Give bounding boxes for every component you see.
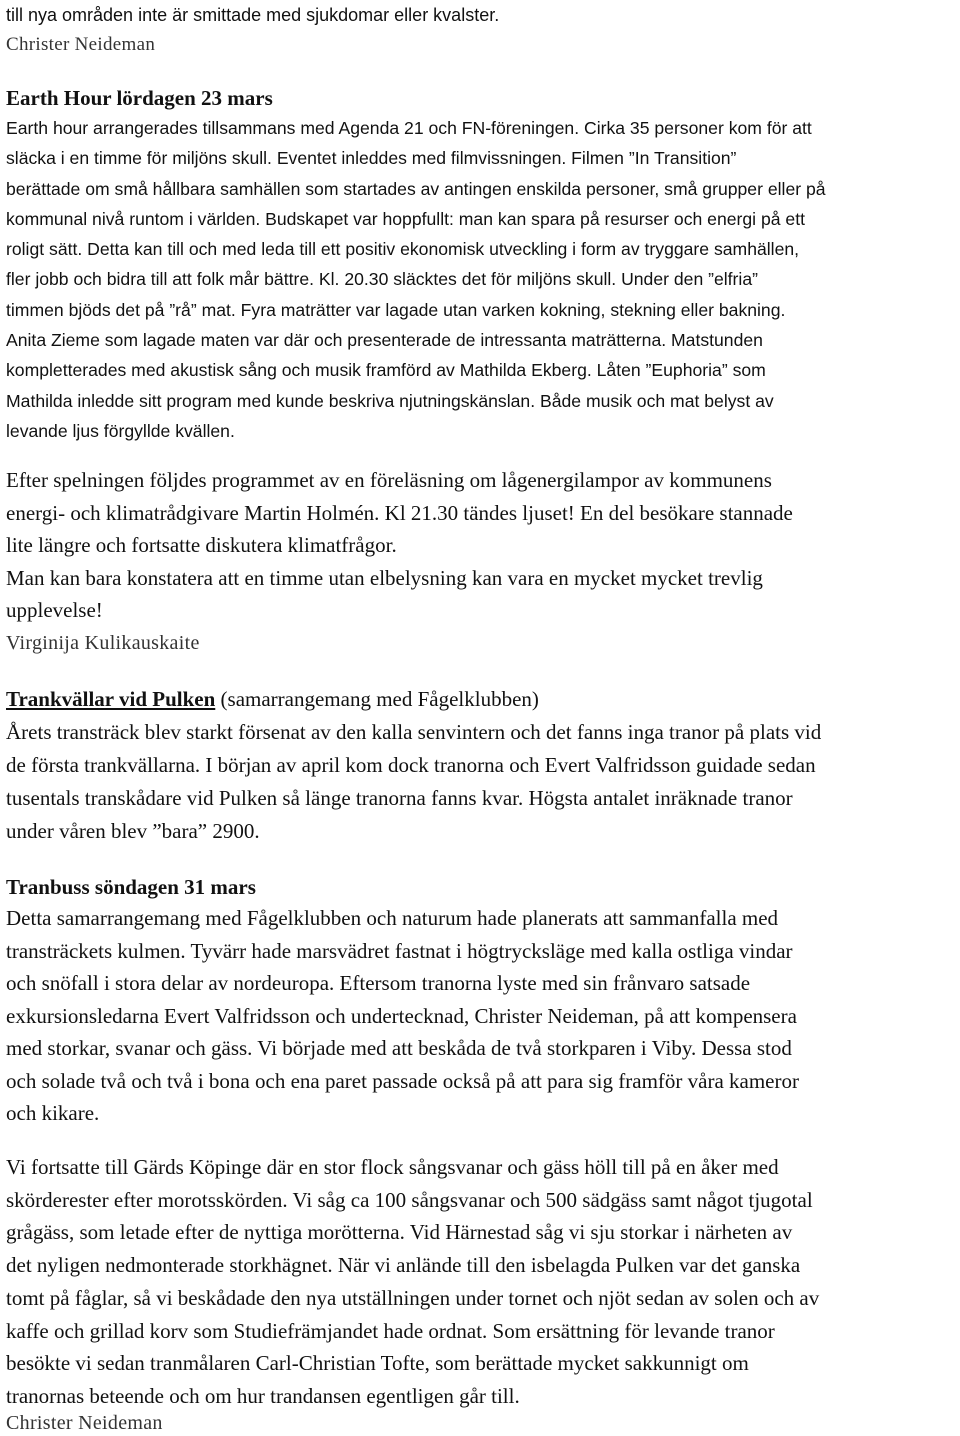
paragraph-line: Detta samarrangemang med Fågelklubben och naturum hade planerats att sammanfalla med (6, 906, 779, 930)
paragraph-line: och solade två och två i bona och ena paret passade också på att para sig framför våra kameror (6, 1068, 799, 1093)
author-signature: Christer Neideman (6, 34, 156, 55)
section-heading-tranbuss: Tranbuss söndagen 31 mars (6, 875, 256, 899)
earth-hour-paragraph (6, 113, 958, 446)
paragraph-line: med storkar, svanar och gäss. Vi började med att beskåda de två storkparen i Viby. Dessa stod (6, 1036, 792, 1060)
paragraph-line: energi- och klimatrådgivare Martin Holmén. Kl 21.30 tändes ljuset! En del besökare stannade (6, 500, 793, 525)
intro-text: till nya områden inte är smittade med sjukdomar eller kvalster. (6, 5, 500, 25)
paragraph-line: Man kan bara konstatera att en timme utan elbelysning kan vara en mycket mycket trevlig (6, 565, 763, 590)
paragraph-line: skörderester efter morotsskörden. Vi såg ca 100 sångsvanar och 500 sädgäss samt något tjugotal (6, 1187, 813, 1212)
paragraph-line: Anita Zieme som lagade maten var där och presenterade de intressanta maträtterna. Matstunden (6, 330, 763, 351)
paragraph-line: upplevelse! (6, 598, 103, 622)
intro-section (6, 0, 958, 60)
paragraph-line: kommunal nivå runtom i världen. Budskapet var hoppfullt: man kan spara på resurser och energi på ett (6, 208, 805, 229)
trankvallar-title: Trankvällar vid Pulken (6, 687, 216, 711)
paragraph-line: Earth hour arrangerades tillsammans med Agenda 21 och FN-föreningen. Cirka 35 personer kom för att (6, 118, 812, 138)
paragraph-line: kompletterades med akustisk sång och musik framförd av Mathilda Ekberg. Låten ”Euphoria” som (6, 360, 766, 381)
paragraph-line: Årets transträck blev starkt försenat av den kalla senvintern och det fanns inga tranor på plats vid (6, 720, 822, 744)
paragraph-line: berättade om små hållbara samhällen som startades av antingen enskilda personer, små grupper eller på (6, 178, 826, 199)
section-heading-trankvallar (6, 683, 958, 715)
paragraph-line: och snöfall i stora delar av nordeuropa. Eftersom tranorna lyste med sin frånvaro satsade (6, 971, 751, 995)
paragraph-line: kaffe och grillad korv som Studiefrämjandet hade ordnat. Som ersättning för levande tranor (6, 1318, 775, 1343)
paragraph-line: under våren blev ”bara” 2900. (6, 819, 260, 843)
author-signature: Christer Neideman (6, 1412, 163, 1434)
paragraph-line: tusentals transkådare vid Pulken så länge tranorna fanns kvar. Högsta antalet inräknade tranor (6, 786, 793, 810)
paragraph-line: Vi fortsatte till Gärds Köpinge där en stor flock sångsvanar och gäss höll till på en åker med (6, 1155, 779, 1179)
paragraph-line: besökte vi sedan tranmålaren Carl-Christian Tofte, som berättade mycket sakkunnigt om (6, 1351, 749, 1376)
paragraph-line: transträckets kulmen. Tyvärr hade marsvädret fastnat i högtrycksläge med kalla ostliga vindar (6, 938, 793, 963)
section-heading-earth-hour: Earth Hour lördagen 23 mars (6, 86, 273, 110)
paragraph-line: fler jobb och bidra till att folk mår bättre. Kl. 20.30 släcktes det för miljöns skull. Under den ”elfria” (6, 269, 758, 290)
tranbuss-followup-paragraph (6, 1151, 958, 1413)
author-signature: Virginija Kulikauskaite (6, 632, 200, 654)
paragraph-line: lite längre och fortsatte diskutera klimatfrågor. (6, 533, 397, 557)
earth-hour-followup-paragraph (6, 464, 958, 627)
trankvallar-paragraph (6, 716, 958, 848)
paragraph-line: levande ljus förgyllde kvällen. (6, 420, 235, 441)
paragraph-line: grågäss, som letade efter de nyttiga morötterna. Vid Härnestad såg vi sju storkar i närheten av (6, 1220, 793, 1245)
paragraph-line: Mathilda inledde sitt program med kunde beskriva njutningskänslan. Både musik och mat belyst av (6, 390, 774, 411)
paragraph-line: släcka i en timme för miljöns skull. Eventet inleddes med filmvissningen. Filmen ”In Transition” (6, 148, 737, 169)
paragraph-line: tranornas beteende och om hur trandansen egentligen går till. (6, 1383, 520, 1408)
tranbuss-paragraph (6, 902, 958, 1130)
paragraph-line: exkursionsledarna Evert Valfridsson och undertecknad, Christer Neideman, på att kompensera (6, 1003, 797, 1028)
paragraph-line: de första trankvällarna. I början av april kom dock tranorna och Evert Valfridsson guidade sedan (6, 753, 816, 777)
trankvallar-subtitle: (samarrangemang med Fågelklubben) (215, 687, 539, 711)
paragraph-line: roligt sätt. Detta kan till och med leda till ett positiv ekonomisk utveckling i form av tryggare samhällen, (6, 239, 800, 260)
paragraph-line: tomt på fåglar, så vi beskådade den nya utställningen under tornet och njöt sedan av solen och av (6, 1285, 820, 1310)
paragraph-line: timmen bjöds det på ”rå” mat. Fyra maträtter var lagade utan varken kokning, stekning eller bakning. (6, 299, 786, 320)
paragraph-line: Efter spelningen följdes programmet av en föreläsning om lågenergilampor av kommunens (6, 468, 772, 492)
paragraph-line: och kikare. (6, 1101, 100, 1125)
paragraph-line: det nyligen nedmonterade storkhägnet. När vi anlände till den isbelagda Pulken var det ganska (6, 1253, 801, 1278)
